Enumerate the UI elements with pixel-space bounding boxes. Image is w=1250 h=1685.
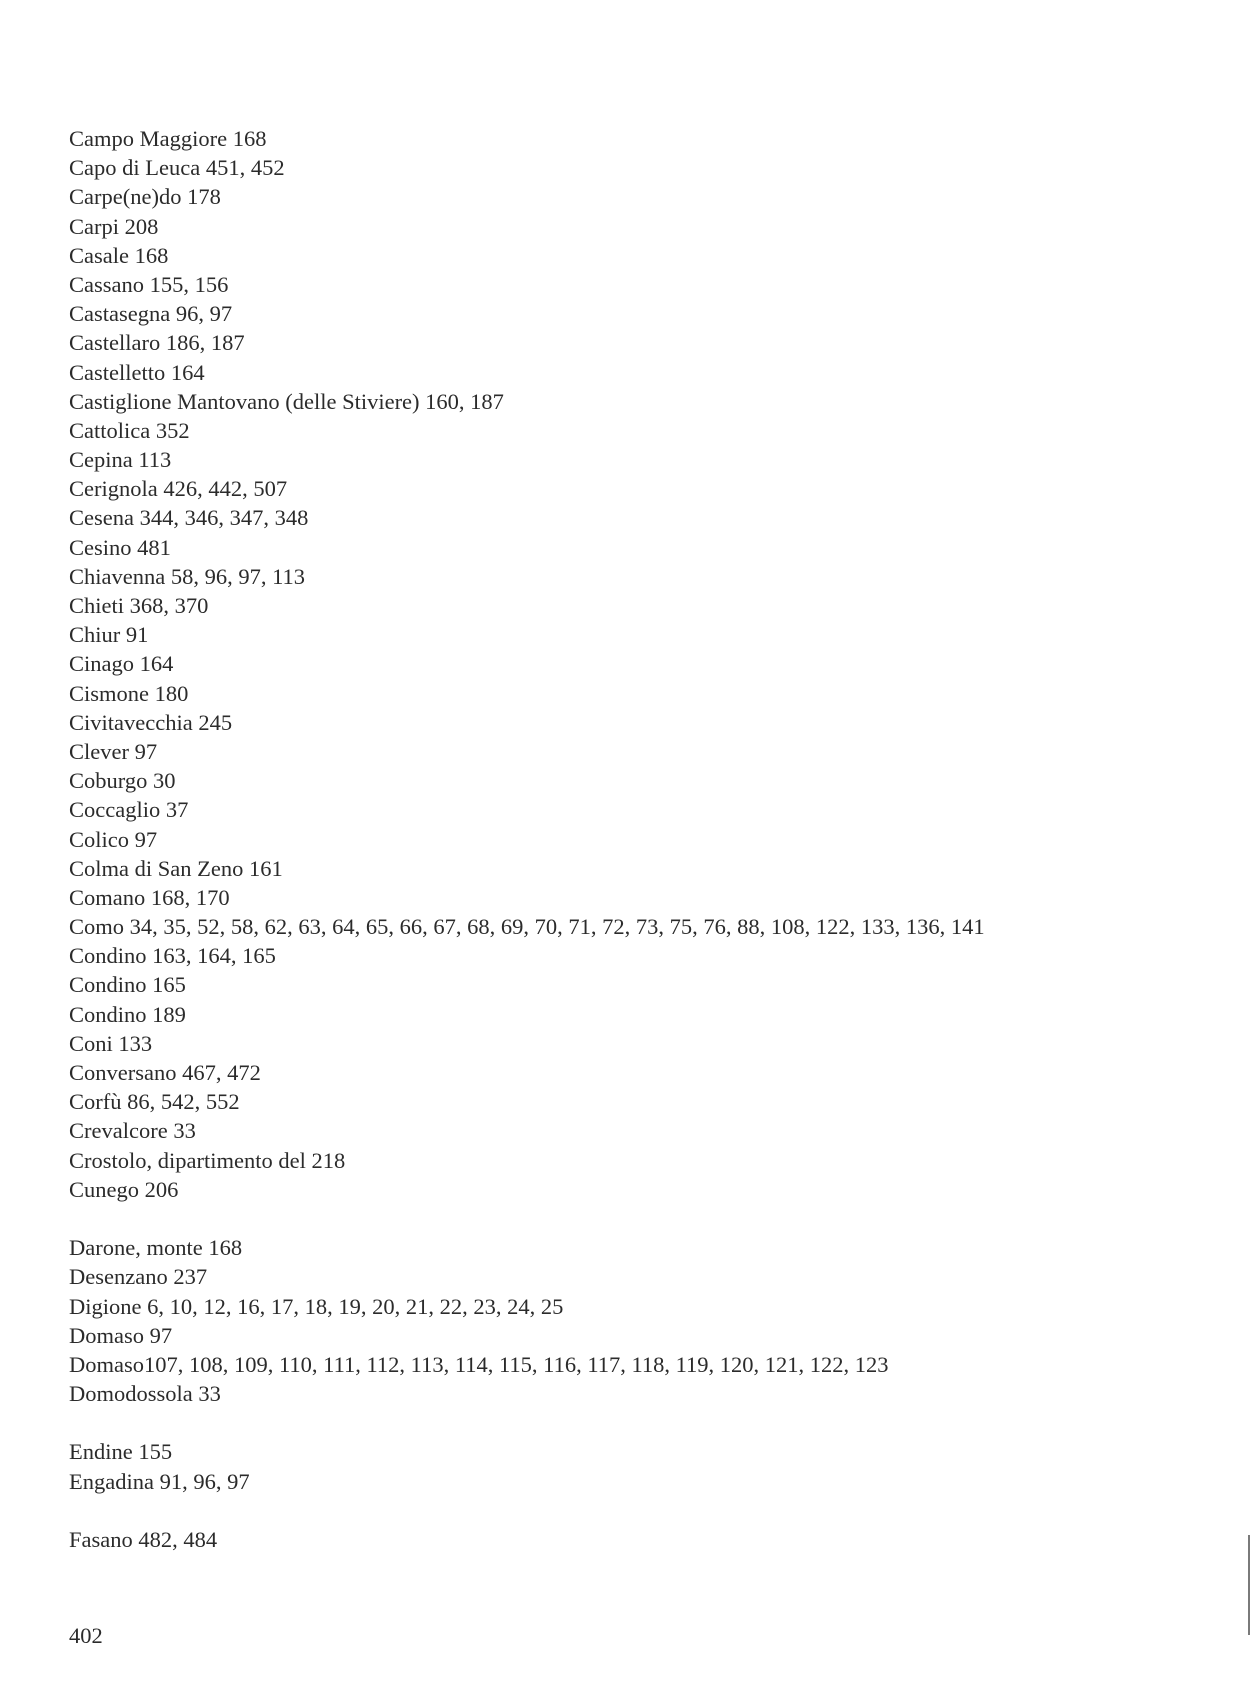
- index-entry: Condino 163, 164, 165: [69, 943, 276, 969]
- index-entry: Comano 168, 170: [69, 884, 230, 910]
- index-entry: Coburgo 30: [69, 768, 176, 794]
- index-entry: Colico 97: [69, 826, 158, 852]
- index-entry: Cesena 344, 346, 347, 348: [69, 505, 309, 531]
- index-entry: Domaso107, 108, 109, 110, 111, 112, 113, 114, 115, 116, 117, 118, 119, 120, 121, 122, 123: [69, 1351, 889, 1377]
- index-entry: Cepina 113: [69, 447, 172, 473]
- index-group: [69, 1437, 1199, 1495]
- index-entry: Civitavecchia 245: [69, 709, 233, 735]
- index-entry: Conversano 467, 472: [69, 1060, 261, 1085]
- index-entry: Domaso 97: [69, 1322, 173, 1348]
- index-entry: Condino 189: [69, 1001, 186, 1027]
- index-entry: Castellaro 186, 187: [69, 330, 245, 356]
- index-entry: Chiavenna 58, 96, 97, 113: [69, 563, 306, 589]
- index-entry: Carpi 208: [69, 213, 159, 239]
- index-entry: Clever 97: [69, 738, 158, 764]
- index-entry: Darone, monte 168: [69, 1235, 243, 1261]
- index-entry: Digione 6, 10, 12, 16, 17, 18, 19, 20, 21, 22, 23, 24, 25: [69, 1293, 564, 1319]
- index-entry: Castiglione Mantovano (delle Stiviere) 160, 187: [69, 388, 504, 414]
- index-entry: Endine 155: [69, 1439, 173, 1465]
- index-entry: Cassano 155, 156: [69, 271, 229, 297]
- index-entry: Como 34, 35, 52, 58, 62, 63, 64, 65, 66, 67, 68, 69, 70, 71, 72, 73, 75, 76, 88, 108, 122, 133, 136, 141: [69, 914, 985, 940]
- index-entry: Cerignola 426, 442, 507: [69, 476, 288, 502]
- index-entry: Carpe(ne)do 178: [69, 184, 221, 210]
- index-entry: Cinago 164: [69, 651, 174, 677]
- index-entry: Condino 165: [69, 972, 186, 998]
- index-entry: Cattolica 352: [69, 417, 190, 443]
- index-entry: Cesino 481: [69, 534, 171, 560]
- index-entry: Coccaglio 37: [69, 797, 189, 823]
- index-list: [69, 124, 1199, 1554]
- index-entry: Crevalcore 33: [69, 1118, 196, 1144]
- index-entry: Casale 168: [69, 242, 169, 268]
- index-entry: Cismone 180: [69, 680, 189, 706]
- index-entry: Chieti 368, 370: [69, 593, 209, 618]
- index-group: [69, 124, 1199, 1204]
- index-entry: Corfù 86, 542, 552: [69, 1089, 240, 1115]
- index-entry: Castasegna 96, 97: [69, 301, 233, 327]
- index-entry: Colma di San Zeno 161: [69, 855, 283, 881]
- index-entry: Crostolo, dipartimento del 218: [69, 1147, 346, 1173]
- index-group: [69, 1525, 1199, 1554]
- index-entry: Cunego 206: [69, 1176, 179, 1202]
- index-entry: Chiur 91: [69, 622, 149, 648]
- index-entry: Campo Maggiore 168: [69, 126, 267, 151]
- index-entry: Capo di Leuca 451, 452: [69, 155, 285, 181]
- index-entry: Engadina 91, 96, 97: [69, 1468, 250, 1494]
- index-entry: Domodossola 33: [69, 1381, 221, 1407]
- index-entry: Castelletto 164: [69, 359, 205, 385]
- index-entry: Desenzano 237: [69, 1264, 208, 1290]
- index-entry: Coni 133: [69, 1030, 153, 1056]
- index-group: [69, 1233, 1199, 1408]
- index-entry: Fasano 482, 484: [69, 1527, 218, 1552]
- page-number: 402: [69, 1623, 103, 1648]
